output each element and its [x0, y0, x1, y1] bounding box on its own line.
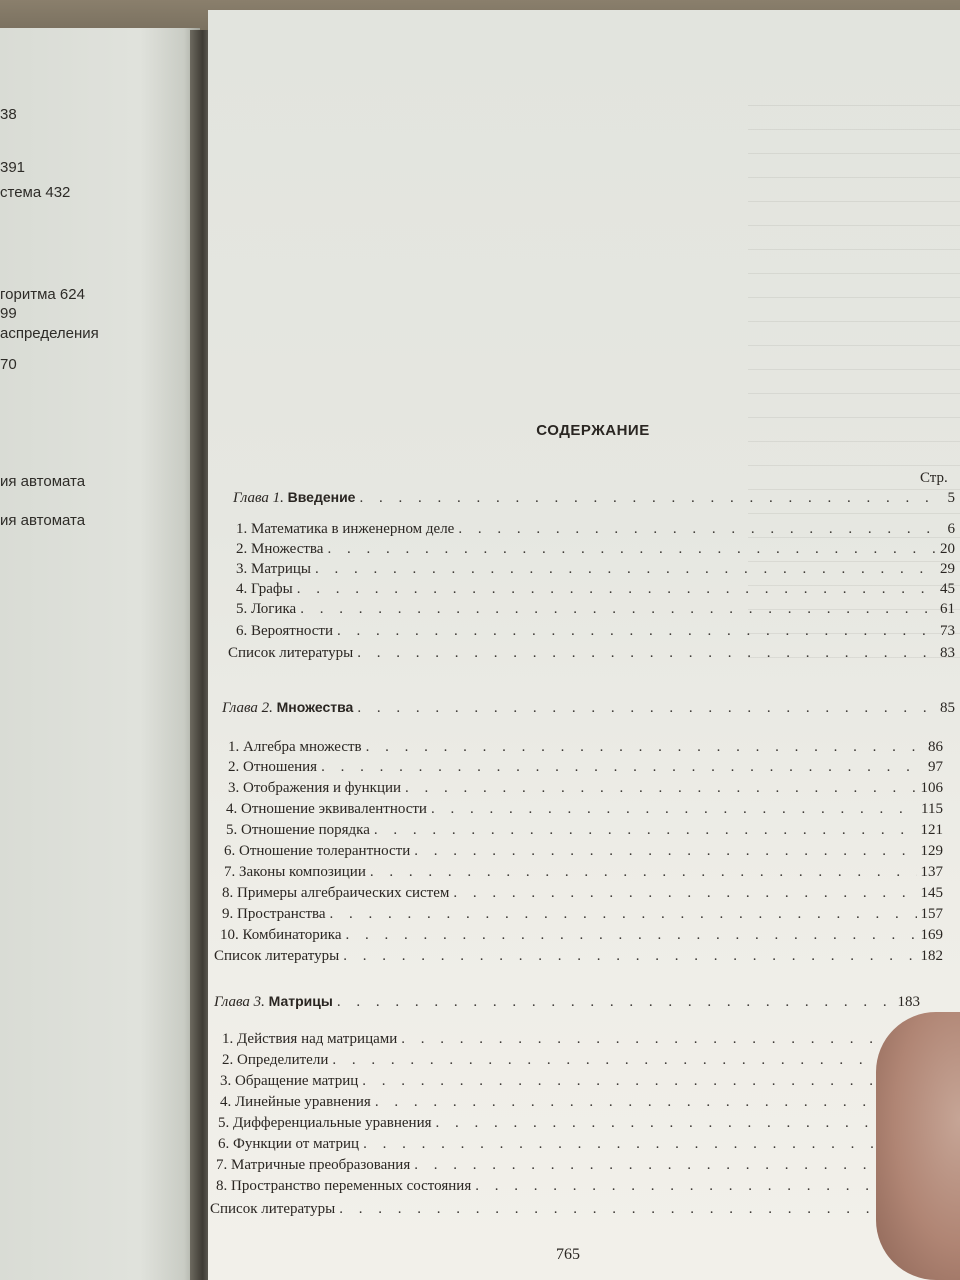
- leader-dots: [357, 699, 936, 717]
- entry-label: Список литературы: [210, 1201, 336, 1217]
- right-page: [208, 10, 960, 1280]
- toc-entry: [220, 1093, 920, 1111]
- thumb: [876, 1012, 960, 1280]
- entry-label: 2. Множества: [236, 541, 324, 557]
- leader-dots: [337, 993, 894, 1011]
- entry-label: 8. Пространство переменных состояния: [216, 1178, 472, 1194]
- toc-entry: [210, 1200, 920, 1218]
- toc-entry: [224, 863, 943, 881]
- leader-dots: [366, 738, 924, 756]
- toc-entry: [222, 1051, 920, 1069]
- entry-label: 1. Действия над матрицами: [222, 1031, 398, 1047]
- leader-dots: [337, 622, 936, 640]
- page-title: СОДЕРЖАНИЕ: [536, 422, 650, 439]
- leader-dots: [453, 884, 916, 902]
- toc-entry: [218, 1135, 920, 1153]
- page-ref: 86: [928, 739, 943, 755]
- leader-dots: [343, 947, 916, 965]
- left-fragment: аспределения: [0, 325, 99, 342]
- left-page: [0, 28, 200, 1280]
- toc-entry: [214, 947, 943, 965]
- chapter-prefix: Глава 1.: [233, 490, 284, 506]
- page-ref: 157: [920, 906, 943, 922]
- leader-dots: [458, 520, 943, 538]
- entry-label: 2. Отношения: [228, 759, 318, 775]
- entry-label: 5. Дифференциальные уравнения: [218, 1115, 432, 1131]
- leader-dots: [315, 560, 936, 578]
- toc-entry: [216, 1177, 920, 1195]
- toc-entry: [228, 644, 955, 662]
- page-ref: 85: [940, 700, 955, 716]
- chapter-name: Матрицы: [268, 993, 333, 1009]
- left-fragment: ия автомата: [0, 473, 86, 490]
- entry-label: 4. Графы: [236, 581, 293, 597]
- leader-dots: [436, 1114, 901, 1132]
- leader-dots: [330, 905, 917, 923]
- toc-entry: [236, 580, 955, 598]
- page-ref: 29: [940, 561, 955, 577]
- leader-dots: [357, 644, 936, 662]
- leader-dots: [405, 779, 916, 797]
- chapter-prefix: Глава 2.: [222, 700, 273, 716]
- entry-label: 3. Матрицы: [236, 561, 311, 577]
- page-ref: 20: [940, 541, 955, 557]
- leader-dots: [346, 926, 917, 944]
- entry-label: 5. Отношение порядка: [226, 822, 370, 838]
- toc-entry: [222, 1030, 920, 1048]
- entry-label: 6. Вероятности: [236, 623, 333, 639]
- page-column-header: Стр.: [920, 470, 948, 486]
- page-ref: 83: [940, 645, 955, 661]
- left-fragment: горитма 624: [0, 286, 85, 303]
- leader-dots: [363, 1135, 901, 1153]
- chapter-name: Введение: [287, 489, 356, 505]
- toc-entry: [236, 622, 955, 640]
- entry-label: 2. Определители: [222, 1052, 329, 1068]
- leader-dots: [431, 800, 917, 818]
- toc-entry: [220, 926, 943, 944]
- chapter-heading: [233, 488, 955, 507]
- toc-entry: [228, 758, 943, 776]
- leader-dots: [359, 489, 943, 507]
- leader-dots: [332, 1051, 893, 1069]
- entry-label: 6. Отношение толерантности: [224, 843, 411, 859]
- leader-dots: [339, 1200, 901, 1218]
- entry-label: Список литературы: [228, 645, 354, 661]
- chapter-prefix: Глава 3.: [214, 994, 265, 1010]
- toc-entry: [222, 884, 943, 902]
- entry-label: 1. Алгебра множеств: [228, 739, 362, 755]
- toc-entry: [236, 540, 955, 558]
- page-ref: 145: [920, 885, 943, 901]
- leader-dots: [370, 863, 917, 881]
- toc-entry: [228, 738, 943, 756]
- entry-label: 9. Пространства: [222, 906, 326, 922]
- leader-dots: [374, 821, 917, 839]
- toc-entry: [226, 800, 943, 818]
- leader-dots: [375, 1093, 901, 1111]
- toc-entry: [228, 779, 943, 797]
- entry-label: 5. Логика: [236, 601, 297, 617]
- leader-dots: [475, 1177, 901, 1195]
- chapter-heading: [222, 698, 955, 717]
- entry-label: 8. Примеры алгебраических систем: [222, 885, 450, 901]
- left-fragment: 38: [0, 106, 17, 123]
- toc-entry: [236, 520, 955, 538]
- toc-entry: [220, 1072, 920, 1090]
- entry-label: 4. Линейные уравнения: [220, 1094, 371, 1110]
- entry-label: 6. Функции от матриц: [218, 1136, 360, 1152]
- leader-dots: [321, 758, 924, 776]
- leader-dots: [297, 580, 936, 598]
- page-number: 765: [556, 1246, 580, 1263]
- page-ref: 129: [920, 843, 943, 859]
- entry-label: 4. Отношение эквивалентности: [226, 801, 427, 817]
- page-ref: 45: [940, 581, 955, 597]
- entry-label: 3. Отображения и функции: [228, 780, 402, 796]
- leader-dots: [327, 540, 936, 558]
- page-ref: 169: [920, 927, 943, 943]
- entry-label: 7. Законы композиции: [224, 864, 366, 880]
- page-ref: 73: [940, 623, 955, 639]
- page-ref: 61: [940, 601, 955, 617]
- page-ref: 183: [897, 994, 920, 1010]
- leader-dots: [401, 1030, 893, 1048]
- page-ref: 115: [921, 801, 943, 817]
- left-fragment: 70: [0, 356, 17, 373]
- toc-entry: [224, 842, 943, 860]
- page-ref: 182: [920, 948, 943, 964]
- page-ref: 6: [947, 521, 955, 537]
- toc-entry: [226, 821, 943, 839]
- entry-label: Список литературы: [214, 948, 340, 964]
- toc-entry: [218, 1114, 920, 1132]
- left-fragment: стема 432: [0, 184, 71, 201]
- leader-dots: [414, 842, 916, 860]
- page-ref: 106: [920, 780, 943, 796]
- toc-entry: [222, 905, 943, 923]
- toc-entry: [236, 600, 955, 618]
- left-fragment: ия автомата: [0, 512, 86, 529]
- toc-entry: [236, 560, 955, 578]
- page-ref: 121: [920, 822, 943, 838]
- entry-label: 3. Обращение матриц: [220, 1073, 359, 1089]
- entry-label: 10. Комбинаторика: [220, 927, 342, 943]
- leader-dots: [362, 1072, 901, 1090]
- chapter-heading: [214, 992, 920, 1011]
- chapter-name: Множества: [276, 699, 354, 715]
- left-fragment: 99: [0, 305, 17, 322]
- leader-dots: [414, 1156, 901, 1174]
- page-ref: 5: [947, 490, 955, 506]
- entry-label: 7. Матричные преобразования: [216, 1157, 411, 1173]
- page-ref: 97: [928, 759, 943, 775]
- toc-entry: [216, 1156, 920, 1174]
- leader-dots: [300, 600, 936, 618]
- entry-label: 1. Математика в инженерном деле: [236, 521, 455, 537]
- page-ref: 137: [920, 864, 943, 880]
- left-fragment: 391: [0, 159, 26, 176]
